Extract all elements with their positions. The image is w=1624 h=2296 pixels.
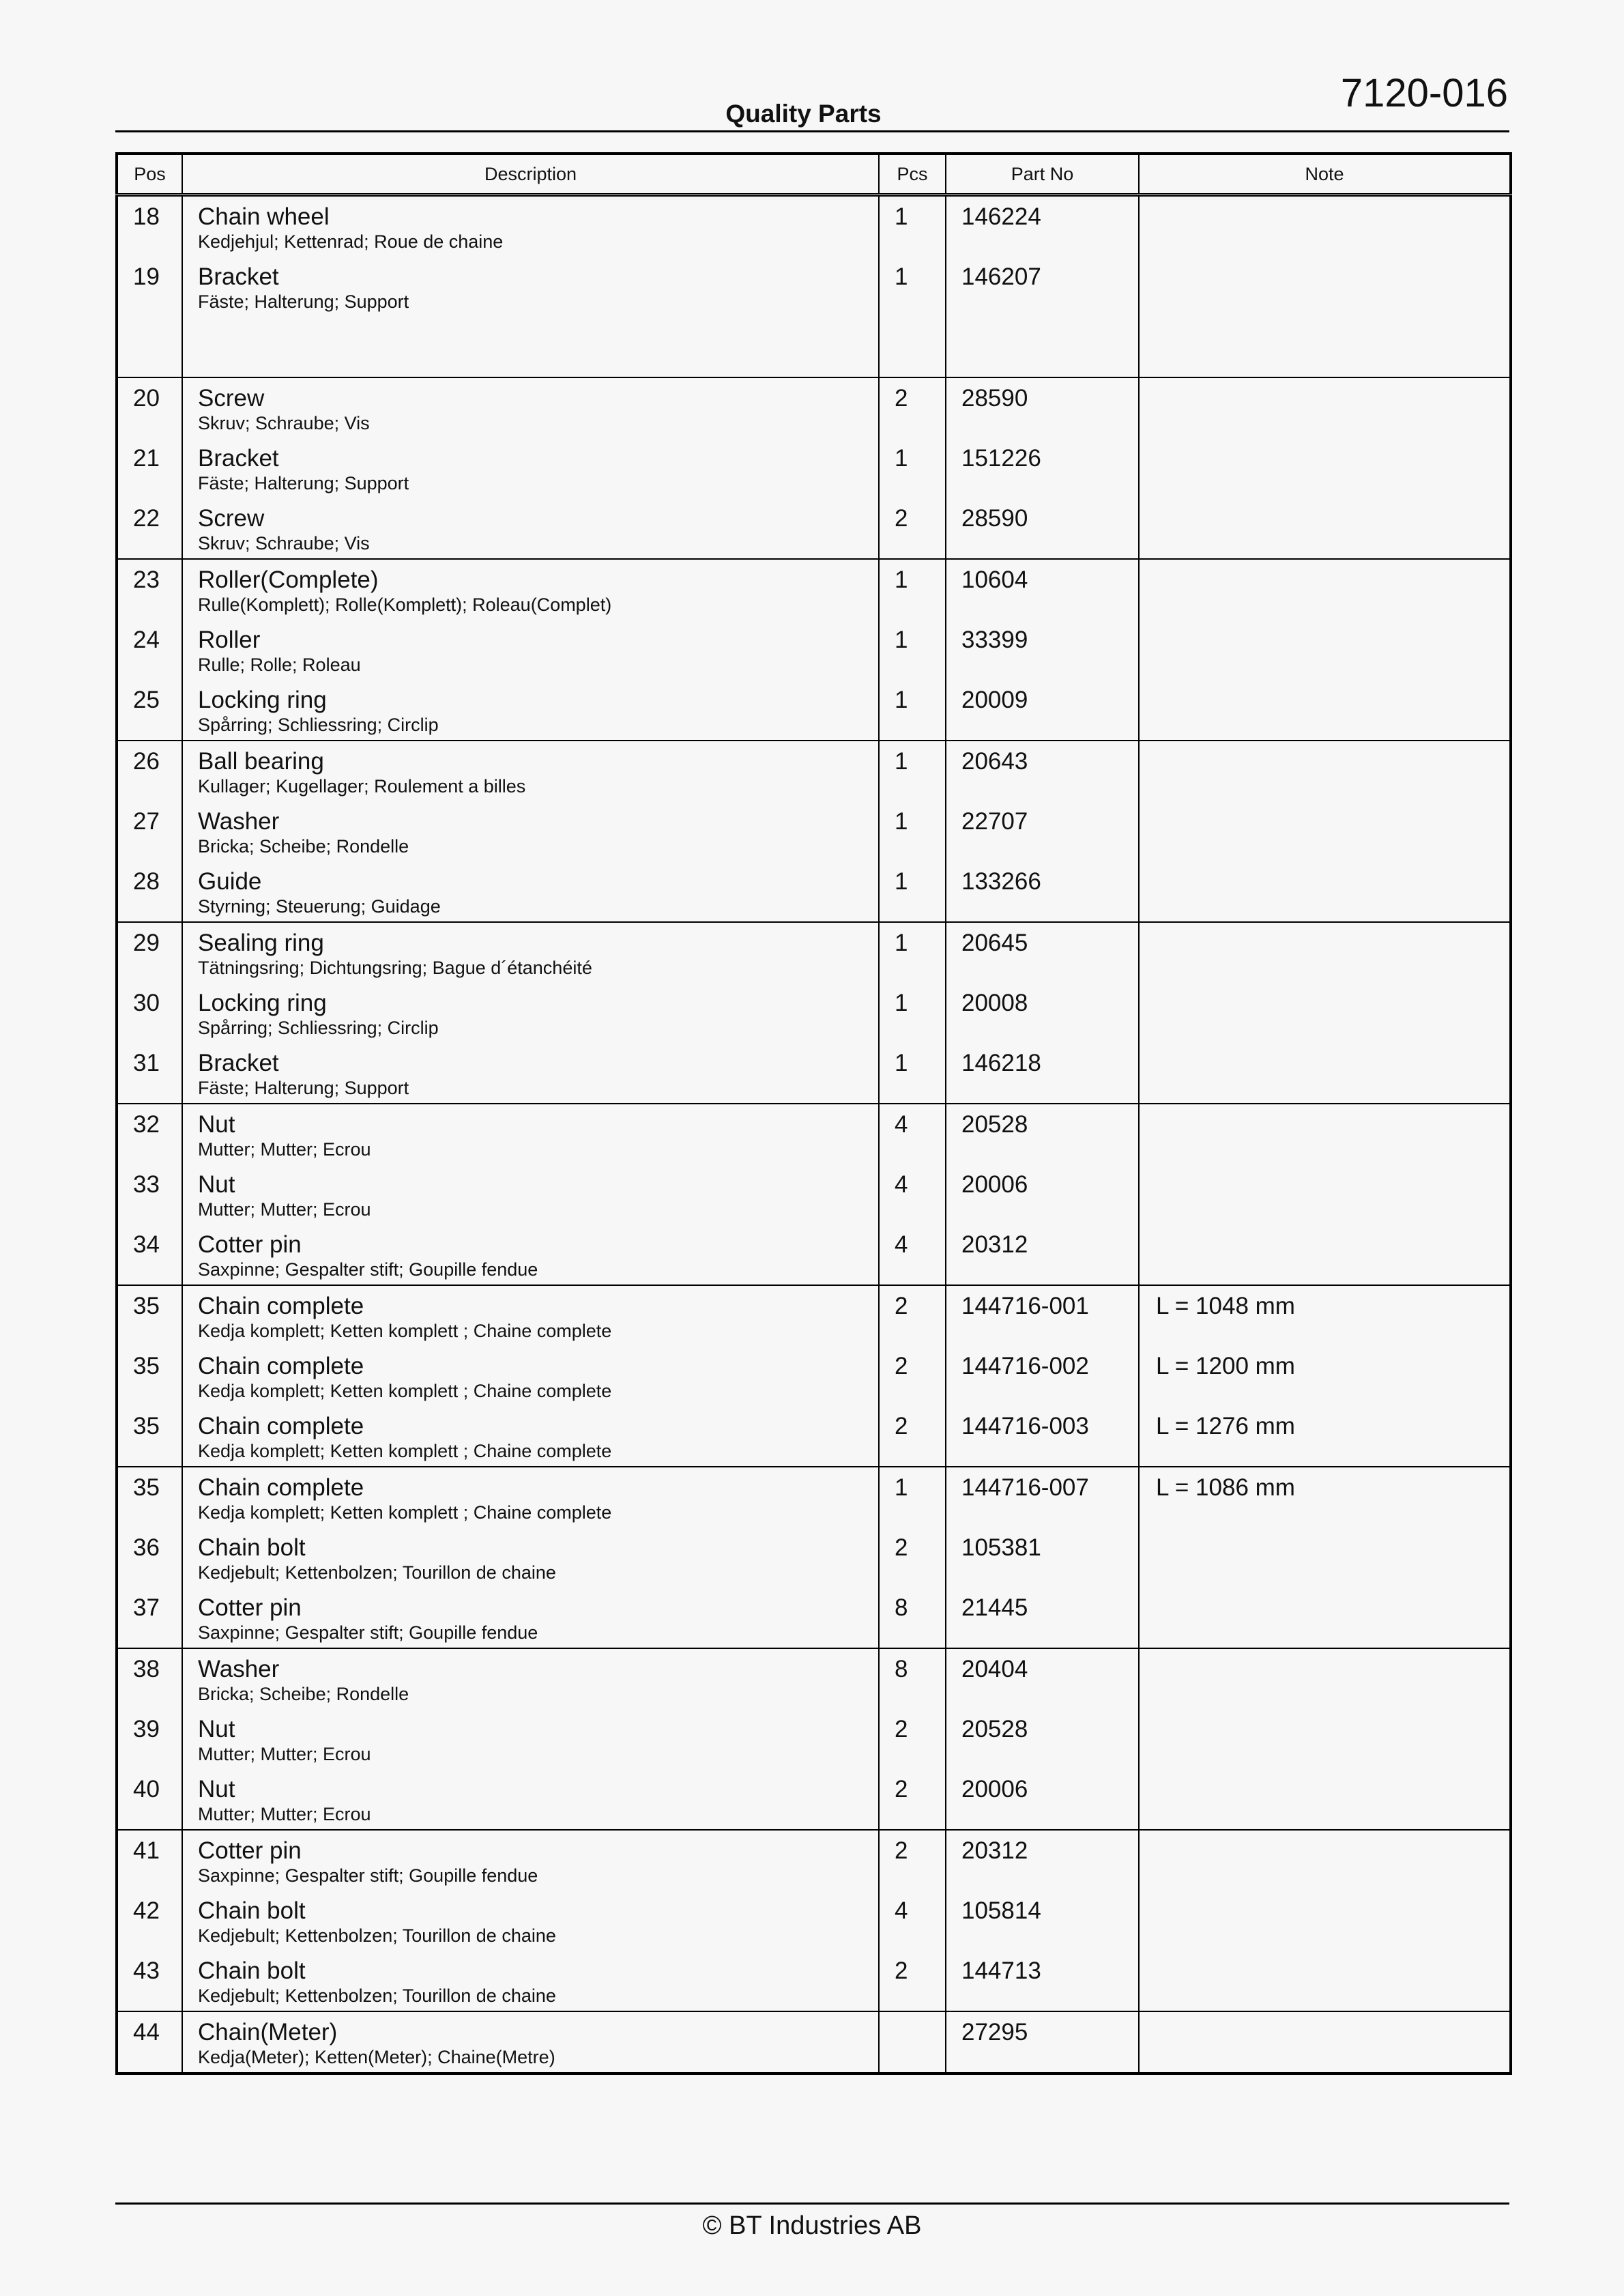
note-cell	[1139, 1648, 1511, 1830]
description-line	[183, 861, 878, 921]
part-translations: Saxpinne; Gespalter stift; Goupille fendue	[198, 1622, 538, 1643]
part-number: 20009	[961, 687, 1028, 713]
part-number: 28590	[961, 385, 1028, 412]
part-translations: Kedjebult; Kettenbolzen; Tourillon de chaine	[198, 1985, 556, 2006]
part-name: Chain complete	[198, 1474, 364, 1501]
note-value	[1140, 1709, 1509, 1769]
pcs-value: 2	[895, 385, 908, 412]
part-no-cell	[946, 1285, 1139, 1467]
part-number: 144716-001	[961, 1293, 1089, 1319]
part-name: Chain complete	[198, 1353, 364, 1379]
description-line	[183, 1769, 878, 1829]
parts-group	[117, 1648, 1511, 1830]
description-line	[183, 983, 878, 1043]
part-translations: Fäste; Halterung; Support	[198, 473, 409, 493]
note-value	[1140, 1769, 1509, 1829]
part-translations: Kedjebult; Kettenbolzen; Tourillon de chaine	[198, 1925, 556, 1946]
part-name: Washer	[198, 1656, 280, 1682]
pcs-cell	[879, 195, 946, 378]
part-name: Bracket	[198, 263, 279, 290]
note-value	[1140, 560, 1509, 620]
pos-value: 24	[133, 627, 160, 653]
part-number: 20404	[961, 1656, 1028, 1682]
pos-cell	[117, 1830, 182, 2011]
part-number: 144716-002	[961, 1353, 1089, 1379]
part-translations: Mutter; Mutter; Ecrou	[198, 1744, 371, 1764]
part-number: 20643	[961, 748, 1028, 775]
part-name: Roller	[198, 627, 261, 653]
part-no-cell	[946, 1467, 1139, 1648]
pcs-value: 2	[895, 1776, 908, 1803]
part-translations: Fäste; Halterung; Support	[198, 1078, 409, 1098]
part-translations: Tätningsring; Dichtungsring; Bague d´étanchéité	[198, 958, 592, 978]
pos-cell	[117, 1104, 182, 1285]
note-value	[1140, 1831, 1509, 1891]
pcs-value: 1	[895, 1474, 908, 1501]
description-cell	[182, 1285, 879, 1467]
note-value	[1140, 1527, 1509, 1588]
pcs-value: 2	[895, 1353, 908, 1379]
table-row	[117, 377, 1511, 559]
pcs-value: 1	[895, 445, 908, 472]
pos-value: 38	[133, 1656, 160, 1682]
part-number: 27295	[961, 2019, 1028, 2046]
part-name: Chain complete	[198, 1413, 364, 1439]
pcs-value: 1	[895, 203, 908, 230]
description-line	[183, 1891, 878, 1951]
description-line	[183, 620, 878, 680]
note-cell	[1139, 2011, 1511, 2073]
pos-value: 42	[133, 1897, 160, 1924]
parts-group	[117, 377, 1511, 559]
part-number: 105381	[961, 1534, 1041, 1561]
description-line	[183, 498, 878, 558]
note-value: L = 1048 mm	[1156, 1293, 1295, 1319]
table-row	[117, 559, 1511, 741]
note-cell	[1139, 1830, 1511, 2011]
description-line	[183, 560, 878, 620]
note-value	[1140, 861, 1509, 921]
part-name: Washer	[198, 808, 280, 835]
pcs-value: 1	[895, 566, 908, 593]
pos-value: 19	[133, 263, 160, 290]
description-cell	[182, 377, 879, 559]
part-translations: Mutter; Mutter; Ecrou	[198, 1199, 371, 1220]
pos-value: 35	[133, 1353, 160, 1379]
description-cell	[182, 1648, 879, 1830]
part-name: Cotter pin	[198, 1594, 302, 1621]
pcs-value: 1	[895, 687, 908, 713]
part-number: 144716-003	[961, 1413, 1089, 1439]
description-cell	[182, 559, 879, 741]
note-cell	[1139, 922, 1511, 1104]
description-cell	[182, 2011, 879, 2073]
header-divider	[115, 130, 1509, 132]
note-value: L = 1086 mm	[1156, 1474, 1295, 1501]
part-name: Chain complete	[198, 1293, 364, 1319]
pcs-value: 1	[895, 930, 908, 956]
pos-value: 28	[133, 868, 160, 895]
parts-group	[117, 1104, 1511, 1285]
part-translations: Rulle; Rolle; Roleau	[198, 655, 361, 675]
part-name: Roller(Complete)	[198, 566, 379, 593]
part-name: Chain(Meter)	[198, 2019, 338, 2046]
part-number: 20006	[961, 1776, 1028, 1803]
part-number: 20312	[961, 1837, 1028, 1864]
description-line	[183, 1831, 878, 1891]
note-value	[1140, 438, 1509, 498]
table-row	[117, 1467, 1511, 1648]
part-name: Locking ring	[198, 687, 327, 713]
part-translations: Saxpinne; Gespalter stift; Goupille fendue	[198, 1259, 538, 1280]
parts-group	[117, 2011, 1511, 2073]
pos-value: 29	[133, 930, 160, 956]
part-number: 28590	[961, 505, 1028, 532]
description-line	[183, 801, 878, 861]
part-translations: Kullager; Kugellager; Roulement a billes	[198, 776, 526, 797]
pos-cell	[117, 741, 182, 922]
pos-cell	[117, 195, 182, 378]
part-number: 151226	[961, 445, 1041, 472]
part-no-cell	[946, 1104, 1139, 1285]
description-line	[183, 1346, 878, 1406]
pos-value: 35	[133, 1474, 160, 1501]
part-name: Ball bearing	[198, 748, 324, 775]
pos-value: 22	[133, 505, 160, 532]
part-name: Screw	[198, 385, 265, 412]
pcs-value: 1	[895, 808, 908, 835]
pos-value: 34	[133, 1231, 160, 1258]
description-line	[183, 680, 878, 740]
pos-cell	[117, 377, 182, 559]
pcs-value: 8	[895, 1656, 908, 1682]
description-line	[183, 1286, 878, 1346]
description-line	[183, 378, 878, 438]
pcs-cell	[879, 1648, 946, 1830]
description-cell	[182, 741, 879, 922]
pos-value: 40	[133, 1776, 160, 1803]
part-number: 146207	[961, 263, 1041, 290]
note-value	[1140, 801, 1509, 861]
part-translations: Rulle(Komplett); Rolle(Komplett); Roleau(Complet)	[198, 594, 612, 615]
parts-group	[117, 559, 1511, 741]
pos-value: 37	[133, 1594, 160, 1621]
part-translations: Mutter; Mutter; Ecrou	[198, 1139, 371, 1160]
pos-value: 31	[133, 1050, 160, 1076]
note-value	[1140, 620, 1509, 680]
note-value	[1140, 983, 1509, 1043]
part-number: 144716-007	[961, 1474, 1089, 1501]
pcs-cell	[879, 1830, 946, 2011]
note-cell	[1139, 1285, 1511, 1467]
table-row	[117, 741, 1511, 922]
note-value	[1140, 1951, 1509, 2011]
note-cell	[1139, 741, 1511, 922]
description-cell	[182, 922, 879, 1104]
description-line	[183, 741, 878, 801]
pcs-value: 2	[895, 1957, 908, 1984]
note-value	[1140, 923, 1509, 983]
pos-value: 36	[133, 1534, 160, 1561]
part-translations: Spårring; Schliessring; Circlip	[198, 1018, 439, 1038]
description-line	[183, 257, 878, 317]
page-title: Quality Parts	[725, 100, 882, 128]
pos-cell	[117, 1648, 182, 1830]
part-number: 20008	[961, 990, 1028, 1016]
table-row	[117, 1104, 1511, 1285]
pos-value: 25	[133, 687, 160, 713]
part-translations: Kedja komplett; Ketten komplett ; Chaine complete	[198, 1381, 612, 1401]
pcs-value: 2	[895, 1837, 908, 1864]
pcs-cell	[879, 1467, 946, 1648]
column-header-pos: Pos	[117, 154, 182, 195]
table-row	[117, 1285, 1511, 1467]
pos-value: 26	[133, 748, 160, 775]
part-no-cell	[946, 559, 1139, 741]
pcs-value: 1	[895, 627, 908, 653]
part-translations: Styrning; Steuerung; Guidage	[198, 896, 441, 917]
parts-group	[117, 741, 1511, 922]
part-translations: Skruv; Schraube; Vis	[198, 533, 370, 554]
parts-group	[117, 1467, 1511, 1648]
note-value	[1140, 1891, 1509, 1951]
part-translations: Kedja komplett; Ketten komplett ; Chaine complete	[198, 1502, 612, 1523]
pcs-value: 4	[895, 1111, 908, 1138]
part-name: Cotter pin	[198, 1231, 302, 1258]
note-value	[1140, 680, 1509, 740]
part-number: 10604	[961, 566, 1028, 593]
description-line	[183, 1709, 878, 1769]
table-row	[117, 195, 1511, 378]
note-value	[1140, 741, 1509, 801]
pcs-cell	[879, 1104, 946, 1285]
pcs-cell	[879, 741, 946, 922]
pos-value: 20	[133, 385, 160, 412]
pcs-value: 8	[895, 1594, 908, 1621]
part-no-cell	[946, 195, 1139, 378]
description-line	[183, 1527, 878, 1588]
pos-value: 30	[133, 990, 160, 1016]
note-value	[1140, 1164, 1509, 1224]
pos-value: 35	[133, 1413, 160, 1439]
copyright-text: © BT Industries AB	[702, 2211, 922, 2240]
note-value	[1140, 1224, 1509, 1285]
description-line	[183, 1588, 878, 1648]
part-translations: Spårring; Schliessring; Circlip	[198, 715, 439, 735]
pos-cell	[117, 559, 182, 741]
pcs-value: 2	[895, 1534, 908, 1561]
pcs-value: 1	[895, 868, 908, 895]
pcs-value: 4	[895, 1171, 908, 1198]
part-name: Chain bolt	[198, 1897, 306, 1924]
table-row	[117, 2011, 1511, 2073]
part-translations: Mutter; Mutter; Ecrou	[198, 1804, 371, 1824]
part-translations: Kedja(Meter); Ketten(Meter); Chaine(Metre)	[198, 2047, 555, 2067]
pcs-value: 2	[895, 1413, 908, 1439]
note-value: L = 1200 mm	[1156, 1353, 1295, 1379]
pos-value: 33	[133, 1171, 160, 1198]
part-name: Sealing ring	[198, 930, 324, 956]
part-name: Nut	[198, 1716, 235, 1742]
pcs-value: 1	[895, 990, 908, 1016]
part-name: Nut	[198, 1776, 235, 1803]
part-name: Bracket	[198, 445, 279, 472]
part-number: 20645	[961, 930, 1028, 956]
part-number: 144713	[961, 1957, 1041, 1984]
note-value	[1140, 1649, 1509, 1709]
description-cell	[182, 195, 879, 378]
pcs-value: 2	[895, 1293, 908, 1319]
pos-value: 32	[133, 1111, 160, 1138]
column-header-description: Description	[182, 154, 879, 195]
note-cell	[1139, 195, 1511, 378]
pos-cell	[117, 1467, 182, 1648]
part-name: Screw	[198, 505, 265, 532]
part-number: 21445	[961, 1594, 1028, 1621]
note-value	[1140, 498, 1509, 558]
description-line	[183, 1406, 878, 1466]
description-cell	[182, 1830, 879, 2011]
description-line	[183, 1224, 878, 1285]
table-row	[117, 1830, 1511, 2011]
column-header-note: Note	[1139, 154, 1511, 195]
pos-cell	[117, 1285, 182, 1467]
part-name: Nut	[198, 1171, 235, 1198]
note-value	[1140, 1104, 1509, 1164]
pos-value: 18	[133, 203, 160, 230]
note-cell	[1139, 377, 1511, 559]
part-translations: Saxpinne; Gespalter stift; Goupille fendue	[198, 1865, 538, 1886]
part-translations: Bricka; Scheibe; Rondelle	[198, 1684, 409, 1704]
part-translations: Kedja komplett; Ketten komplett ; Chaine complete	[198, 1441, 612, 1461]
description-line	[183, 1104, 878, 1164]
pcs-value: 2	[895, 505, 908, 532]
document-number: 7120-016	[1340, 71, 1508, 115]
pcs-value: 4	[895, 1231, 908, 1258]
table-row	[117, 922, 1511, 1104]
parts-table	[115, 152, 1512, 2075]
description-line	[183, 1467, 878, 1527]
part-number: 20528	[961, 1716, 1028, 1742]
pcs-value: 2	[895, 1716, 908, 1742]
part-translations: Kedjebult; Kettenbolzen; Tourillon de chaine	[198, 1562, 556, 1583]
part-translations: Bricka; Scheibe; Rondelle	[198, 836, 409, 857]
pcs-value: 1	[895, 263, 908, 290]
part-name: Guide	[198, 868, 262, 895]
part-number: 22707	[961, 808, 1028, 835]
part-translations: Fäste; Halterung; Support	[198, 291, 409, 312]
table-header-row	[117, 154, 1511, 195]
note-value	[1140, 378, 1509, 438]
pos-cell	[117, 922, 182, 1104]
part-number: 33399	[961, 627, 1028, 653]
part-no-cell	[946, 2011, 1139, 2073]
part-name: Cotter pin	[198, 1837, 302, 1864]
parts-group	[117, 195, 1511, 378]
pcs-value: 4	[895, 1897, 908, 1924]
description-line	[183, 197, 878, 257]
pos-value: 27	[133, 808, 160, 835]
pcs-cell	[879, 559, 946, 741]
pos-value: 23	[133, 566, 160, 593]
part-no-cell	[946, 922, 1139, 1104]
pos-value: 39	[133, 1716, 160, 1742]
description-line	[183, 438, 878, 498]
pos-cell	[117, 2011, 182, 2073]
note-cell	[1139, 559, 1511, 741]
parts-group	[117, 1285, 1511, 1467]
pcs-cell	[879, 2011, 946, 2073]
description-line	[183, 1043, 878, 1103]
description-cell	[182, 1104, 879, 1285]
column-header-part-no: Part No	[946, 154, 1139, 195]
note-value	[1140, 257, 1509, 317]
part-number: 105814	[961, 1897, 1041, 1924]
part-number: 146224	[961, 203, 1041, 230]
note-value: L = 1276 mm	[1156, 1413, 1295, 1439]
part-name: Nut	[198, 1111, 235, 1138]
pcs-value: 1	[895, 748, 908, 775]
part-translations: Kedjehjul; Kettenrad; Roue de chaine	[198, 231, 504, 252]
part-name: Chain wheel	[198, 203, 330, 230]
pcs-cell	[879, 922, 946, 1104]
note-value	[1140, 1043, 1509, 1103]
part-name: Chain bolt	[198, 1957, 306, 1984]
part-translations: Skruv; Schraube; Vis	[198, 413, 370, 433]
note-cell	[1139, 1104, 1511, 1285]
part-no-cell	[946, 377, 1139, 559]
description-line	[183, 2012, 878, 2072]
part-number: 146218	[961, 1050, 1041, 1076]
part-name: Bracket	[198, 1050, 279, 1076]
note-cell	[1139, 1467, 1511, 1648]
pos-value: 41	[133, 1837, 160, 1864]
pcs-value	[880, 2012, 945, 2072]
part-number: 20312	[961, 1231, 1028, 1258]
part-no-cell	[946, 741, 1139, 922]
pos-value: 44	[133, 2019, 160, 2046]
pos-value: 21	[133, 445, 160, 472]
part-translations: Kedja komplett; Ketten komplett ; Chaine complete	[198, 1321, 612, 1341]
column-header-pcs: Pcs	[879, 154, 946, 195]
description-line	[183, 1164, 878, 1224]
part-name: Locking ring	[198, 990, 327, 1016]
pcs-cell	[879, 1285, 946, 1467]
pcs-value: 1	[895, 1050, 908, 1076]
description-line	[183, 923, 878, 983]
part-number: 20528	[961, 1111, 1028, 1138]
parts-group	[117, 922, 1511, 1104]
part-no-cell	[946, 1830, 1139, 2011]
footer-divider	[115, 2202, 1509, 2205]
description-line	[183, 1649, 878, 1709]
description-cell	[182, 1467, 879, 1648]
note-value	[1140, 1588, 1509, 1648]
note-value	[1140, 2012, 1509, 2072]
pcs-cell	[879, 377, 946, 559]
part-name: Chain bolt	[198, 1534, 306, 1561]
pos-value: 35	[133, 1293, 160, 1319]
parts-group	[117, 1830, 1511, 2011]
part-number: 133266	[961, 868, 1041, 895]
pos-value: 43	[133, 1957, 160, 1984]
description-line	[183, 1951, 878, 2011]
part-number: 20006	[961, 1171, 1028, 1198]
note-value	[1140, 197, 1509, 257]
part-no-cell	[946, 1648, 1139, 1830]
table-row	[117, 1648, 1511, 1830]
